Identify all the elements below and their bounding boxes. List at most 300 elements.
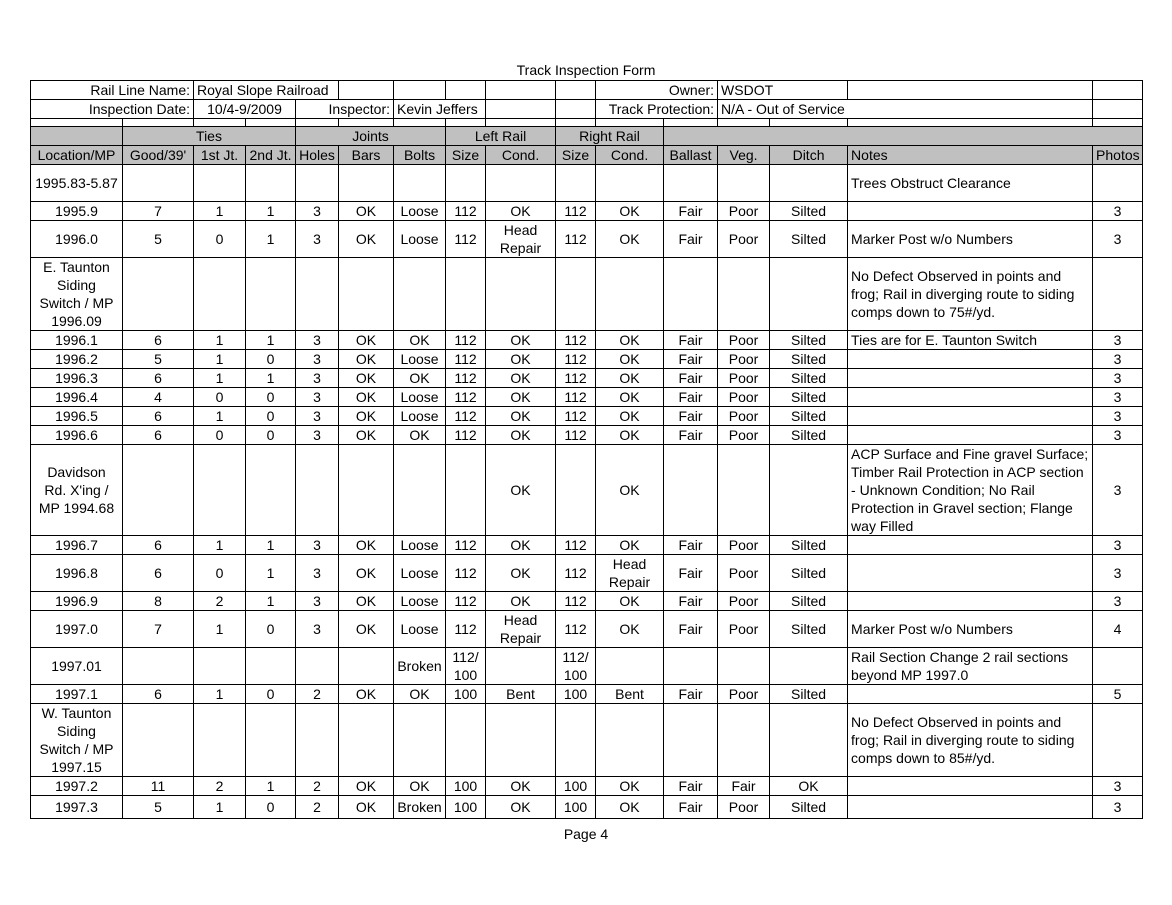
cell-left-size: 100	[446, 777, 486, 796]
cell-photos: 3	[1093, 796, 1143, 819]
cell-holes: 2	[296, 777, 339, 796]
cell-ballast: Fair	[664, 369, 718, 388]
cell-ballast	[664, 648, 718, 685]
col-header-ballast: Ballast	[664, 146, 718, 165]
cell-ballast	[664, 165, 718, 202]
empty-header	[664, 127, 1143, 146]
cell-left-size: 112	[446, 202, 486, 221]
cell-good-ties	[123, 704, 194, 777]
cell-left-cond	[486, 258, 556, 331]
cell-vegetation: Poor	[718, 426, 770, 445]
col-header-location: Location/MP	[31, 146, 123, 165]
cell-notes	[848, 388, 1093, 407]
table-row	[31, 704, 1143, 777]
cell-ditch	[770, 258, 848, 331]
column-header-row	[31, 146, 1143, 165]
cell-second-joint-ties: 1	[246, 221, 296, 258]
cell-ballast: Fair	[664, 202, 718, 221]
cell-right-cond: OK	[596, 369, 664, 388]
cell-right-cond: OK	[596, 611, 664, 648]
cell-vegetation: Poor	[718, 685, 770, 704]
cell-vegetation: Poor	[718, 407, 770, 426]
cell-ballast: Fair	[664, 777, 718, 796]
cell-right-cond: Bent	[596, 685, 664, 704]
cell-vegetation	[718, 445, 770, 536]
cell-bolts	[394, 258, 446, 331]
cell-first-joint-ties: 1	[194, 796, 246, 819]
table-row	[31, 777, 1143, 796]
cell-location: 1996.5	[31, 407, 123, 426]
cell-bars: OK	[339, 426, 394, 445]
empty-cell	[556, 81, 596, 100]
group-header-row	[31, 127, 1143, 146]
cell-good-ties: 6	[123, 407, 194, 426]
cell-good-ties	[123, 648, 194, 685]
cell-left-size: 112	[446, 350, 486, 369]
cell-location: 1995.9	[31, 202, 123, 221]
table-row	[31, 445, 1143, 536]
table-row	[31, 388, 1143, 407]
col-header-first-joint-ties: 1st Jt.	[194, 146, 246, 165]
empty-header	[31, 127, 123, 146]
cell-good-ties: 7	[123, 202, 194, 221]
cell-location: 1997.2	[31, 777, 123, 796]
cell-right-cond: OK	[596, 202, 664, 221]
cell-left-size: 112	[446, 592, 486, 611]
cell-left-cond	[486, 648, 556, 685]
cell-location: 1996.4	[31, 388, 123, 407]
cell-first-joint-ties	[194, 258, 246, 331]
cell-holes: 3	[296, 592, 339, 611]
cell-right-cond: Head Repair	[596, 555, 664, 592]
cell-ballast: Fair	[664, 407, 718, 426]
cell-ditch: Silted	[770, 611, 848, 648]
cell-holes: 3	[296, 331, 339, 350]
cell-ballast	[664, 704, 718, 777]
cell-holes: 3	[296, 536, 339, 555]
cell-bars: OK	[339, 555, 394, 592]
cell-good-ties	[123, 258, 194, 331]
empty-cell	[1093, 81, 1143, 100]
table-row	[31, 796, 1143, 819]
cell-ditch: Silted	[770, 202, 848, 221]
cell-location: 1995.83-5.87	[31, 165, 123, 202]
cell-holes: 3	[296, 202, 339, 221]
owner-value: WSDOT	[718, 81, 848, 100]
cell-right-size: 112	[556, 350, 596, 369]
col-header-photos: Photos	[1093, 146, 1143, 165]
cell-left-size	[446, 165, 486, 202]
cell-first-joint-ties: 2	[194, 592, 246, 611]
table-row	[31, 369, 1143, 388]
cell-bolts: Loose	[394, 592, 446, 611]
page-number: Page 4	[563, 826, 609, 842]
cell-first-joint-ties: 1	[194, 611, 246, 648]
cell-right-cond: OK	[596, 445, 664, 536]
cell-bars: OK	[339, 221, 394, 258]
cell-holes: 3	[296, 426, 339, 445]
cell-right-size: 112	[556, 331, 596, 350]
inspection-table	[30, 80, 1143, 819]
cell-bolts: Loose	[394, 555, 446, 592]
cell-vegetation: Poor	[718, 611, 770, 648]
cell-photos: 3	[1093, 536, 1143, 555]
table-row	[31, 221, 1143, 258]
cell-left-cond: Head Repair	[486, 611, 556, 648]
cell-right-cond: OK	[596, 592, 664, 611]
cell-bars	[339, 445, 394, 536]
cell-first-joint-ties: 0	[194, 555, 246, 592]
cell-ballast	[664, 258, 718, 331]
cell-location: 1997.1	[31, 685, 123, 704]
cell-second-joint-ties: 1	[246, 202, 296, 221]
cell-first-joint-ties: 0	[194, 388, 246, 407]
cell-second-joint-ties: 1	[246, 369, 296, 388]
table-row	[31, 555, 1143, 592]
cell-location: W. Taunton Siding Switch / MP 1997.15	[31, 704, 123, 777]
rail-line-label: Rail Line Name:	[31, 81, 194, 100]
cell-bars	[339, 165, 394, 202]
cell-holes: 3	[296, 369, 339, 388]
cell-notes	[848, 426, 1093, 445]
cell-location: 1997.3	[31, 796, 123, 819]
cell-photos	[1093, 704, 1143, 777]
cell-vegetation	[718, 258, 770, 331]
table-row	[31, 536, 1143, 555]
cell-second-joint-ties: 0	[246, 350, 296, 369]
cell-location: 1996.0	[31, 221, 123, 258]
cell-vegetation: Poor	[718, 369, 770, 388]
cell-right-size: 112	[556, 388, 596, 407]
cell-first-joint-ties: 1	[194, 202, 246, 221]
cell-holes: 3	[296, 555, 339, 592]
cell-photos: 3	[1093, 555, 1143, 592]
cell-vegetation: Poor	[718, 331, 770, 350]
track-protection-label: Track Protection:	[596, 100, 718, 119]
cell-bolts: OK	[394, 369, 446, 388]
cell-left-size: 112/ 100	[446, 648, 486, 685]
cell-second-joint-ties	[246, 648, 296, 685]
cell-second-joint-ties	[246, 445, 296, 536]
cell-good-ties: 4	[123, 388, 194, 407]
cell-ditch: Silted	[770, 331, 848, 350]
cell-bolts: Loose	[394, 536, 446, 555]
cell-notes	[848, 777, 1093, 796]
cell-right-size: 112/ 100	[556, 648, 596, 685]
cell-photos: 3	[1093, 369, 1143, 388]
col-header-left-cond: Cond.	[486, 146, 556, 165]
cell-right-size: 112	[556, 555, 596, 592]
col-header-vegetation: Veg.	[718, 146, 770, 165]
cell-photos: 3	[1093, 350, 1143, 369]
cell-notes: Marker Post w/o Numbers	[848, 611, 1093, 648]
empty-cell	[486, 100, 556, 119]
cell-ditch: Silted	[770, 221, 848, 258]
cell-first-joint-ties: 2	[194, 777, 246, 796]
cell-bars: OK	[339, 202, 394, 221]
cell-notes: No Defect Observed in points and frog; Rail in diverging route to siding comps down to 75#/yd.	[848, 258, 1093, 331]
table-row	[31, 407, 1143, 426]
cell-bolts: OK	[394, 777, 446, 796]
cell-second-joint-ties: 1	[246, 331, 296, 350]
cell-ditch: Silted	[770, 350, 848, 369]
cell-left-cond	[486, 704, 556, 777]
cell-right-cond	[596, 704, 664, 777]
cell-ballast: Fair	[664, 388, 718, 407]
cell-second-joint-ties: 0	[246, 685, 296, 704]
cell-first-joint-ties: 1	[194, 369, 246, 388]
cell-left-size: 112	[446, 407, 486, 426]
inspection-date-value: 10/4-9/2009	[194, 100, 296, 119]
cell-right-cond	[596, 648, 664, 685]
cell-right-cond: OK	[596, 777, 664, 796]
cell-second-joint-ties: 0	[246, 426, 296, 445]
cell-second-joint-ties	[246, 258, 296, 331]
cell-notes	[848, 350, 1093, 369]
cell-left-cond: OK	[486, 331, 556, 350]
cell-photos: 4	[1093, 611, 1143, 648]
cell-good-ties: 8	[123, 592, 194, 611]
owner-label: Owner:	[596, 81, 718, 100]
empty-cell	[486, 81, 556, 100]
group-left-rail: Left Rail	[446, 127, 556, 146]
cell-bolts: Loose	[394, 388, 446, 407]
cell-good-ties: 5	[123, 796, 194, 819]
spacer-row	[31, 119, 1143, 127]
table-row	[31, 350, 1143, 369]
cell-right-cond: OK	[596, 796, 664, 819]
cell-notes: No Defect Observed in points and frog; Rail in diverging route to siding comps down to 85#/yd.	[848, 704, 1093, 777]
cell-location: 1996.2	[31, 350, 123, 369]
inspector-label: Inspector:	[296, 100, 394, 119]
cell-bars: OK	[339, 407, 394, 426]
cell-first-joint-ties: 1	[194, 536, 246, 555]
cell-ditch: Silted	[770, 796, 848, 819]
cell-right-cond: OK	[596, 388, 664, 407]
info-row-1	[31, 81, 1143, 100]
col-header-right-cond: Cond.	[596, 146, 664, 165]
cell-left-size: 112	[446, 388, 486, 407]
cell-good-ties: 6	[123, 555, 194, 592]
info-row-2	[31, 100, 1143, 119]
cell-left-cond: OK	[486, 350, 556, 369]
col-header-bars: Bars	[339, 146, 394, 165]
col-header-bolts: Bolts	[394, 146, 446, 165]
cell-ditch: Silted	[770, 536, 848, 555]
cell-holes: 3	[296, 407, 339, 426]
cell-left-size: 100	[446, 796, 486, 819]
cell-notes: Marker Post w/o Numbers	[848, 221, 1093, 258]
cell-ditch	[770, 704, 848, 777]
cell-left-size: 112	[446, 611, 486, 648]
cell-bars: OK	[339, 369, 394, 388]
cell-left-size: 100	[446, 685, 486, 704]
cell-good-ties: 7	[123, 611, 194, 648]
cell-ballast: Fair	[664, 592, 718, 611]
cell-left-size	[446, 704, 486, 777]
cell-bolts	[394, 165, 446, 202]
cell-good-ties: 5	[123, 350, 194, 369]
cell-bolts: Loose	[394, 202, 446, 221]
cell-second-joint-ties	[246, 165, 296, 202]
cell-second-joint-ties: 1	[246, 555, 296, 592]
col-header-second-joint-ties: 2nd Jt.	[246, 146, 296, 165]
cell-photos: 3	[1093, 331, 1143, 350]
cell-left-size: 112	[446, 536, 486, 555]
cell-right-cond: OK	[596, 426, 664, 445]
cell-holes: 3	[296, 388, 339, 407]
cell-left-cond: OK	[486, 536, 556, 555]
cell-good-ties: 6	[123, 369, 194, 388]
cell-holes: 3	[296, 221, 339, 258]
cell-notes: Rail Section Change 2 rail sections beyond MP 1997.0	[848, 648, 1093, 685]
empty-cell	[446, 81, 486, 100]
cell-left-cond	[486, 165, 556, 202]
cell-good-ties: 6	[123, 426, 194, 445]
cell-left-cond: Head Repair	[486, 221, 556, 258]
cell-notes	[848, 592, 1093, 611]
cell-bars: OK	[339, 796, 394, 819]
cell-good-ties	[123, 165, 194, 202]
cell-right-size: 100	[556, 796, 596, 819]
col-header-right-size: Size	[556, 146, 596, 165]
cell-ditch: Silted	[770, 426, 848, 445]
cell-notes	[848, 407, 1093, 426]
cell-left-cond: OK	[486, 777, 556, 796]
cell-second-joint-ties: 0	[246, 388, 296, 407]
cell-location: 1996.3	[31, 369, 123, 388]
empty-cell	[339, 81, 394, 100]
cell-good-ties: 6	[123, 685, 194, 704]
cell-holes	[296, 445, 339, 536]
cell-ditch: Silted	[770, 369, 848, 388]
cell-right-cond	[596, 258, 664, 331]
cell-left-cond: OK	[486, 369, 556, 388]
cell-right-cond: OK	[596, 331, 664, 350]
cell-bars: OK	[339, 536, 394, 555]
cell-left-cond: OK	[486, 592, 556, 611]
cell-left-size: 112	[446, 331, 486, 350]
cell-bars	[339, 704, 394, 777]
cell-holes	[296, 258, 339, 331]
cell-bars: OK	[339, 592, 394, 611]
cell-vegetation: Poor	[718, 221, 770, 258]
cell-second-joint-ties: 0	[246, 796, 296, 819]
cell-location: 1997.0	[31, 611, 123, 648]
cell-photos: 3	[1093, 407, 1143, 426]
cell-right-size: 112	[556, 369, 596, 388]
empty-cell	[848, 81, 1093, 100]
cell-ditch: Silted	[770, 407, 848, 426]
cell-second-joint-ties: 1	[246, 592, 296, 611]
cell-bars	[339, 258, 394, 331]
empty-cell	[394, 81, 446, 100]
cell-bolts: Broken	[394, 796, 446, 819]
cell-photos: 5	[1093, 685, 1143, 704]
cell-holes	[296, 704, 339, 777]
cell-notes	[848, 536, 1093, 555]
cell-bolts	[394, 445, 446, 536]
cell-photos: 3	[1093, 426, 1143, 445]
cell-vegetation: Poor	[718, 388, 770, 407]
cell-right-cond: OK	[596, 221, 664, 258]
cell-notes: ACP Surface and Fine gravel Surface; Timber Rail Protection in ACP section - Unknown Condition; No Rail Protection in Gravel section; Flange way Filled	[848, 445, 1093, 536]
table-row	[31, 258, 1143, 331]
cell-photos: 3	[1093, 221, 1143, 258]
inspection-date-label: Inspection Date:	[31, 100, 194, 119]
cell-left-cond: OK	[486, 445, 556, 536]
cell-photos: 3	[1093, 202, 1143, 221]
cell-ditch: Silted	[770, 388, 848, 407]
group-joints: Joints	[296, 127, 446, 146]
cell-notes: Ties are for E. Taunton Switch	[848, 331, 1093, 350]
cell-bolts: Loose	[394, 611, 446, 648]
cell-holes: 2	[296, 685, 339, 704]
cell-vegetation: Fair	[718, 777, 770, 796]
cell-right-size: 112	[556, 426, 596, 445]
cell-bolts: OK	[394, 685, 446, 704]
cell-holes: 3	[296, 611, 339, 648]
rail-line-value: Royal Slope Railroad	[194, 81, 339, 100]
cell-left-size: 112	[446, 369, 486, 388]
cell-first-joint-ties	[194, 165, 246, 202]
cell-ditch	[770, 648, 848, 685]
cell-location: 1996.1	[31, 331, 123, 350]
cell-bolts: Broken	[394, 648, 446, 685]
cell-right-size	[556, 704, 596, 777]
table-row	[31, 331, 1143, 350]
cell-second-joint-ties: 1	[246, 536, 296, 555]
cell-notes	[848, 796, 1093, 819]
cell-left-cond: OK	[486, 202, 556, 221]
cell-vegetation: Poor	[718, 592, 770, 611]
cell-bolts	[394, 704, 446, 777]
cell-vegetation	[718, 704, 770, 777]
cell-first-joint-ties: 0	[194, 221, 246, 258]
table-row	[31, 685, 1143, 704]
cell-first-joint-ties: 0	[194, 426, 246, 445]
cell-left-size: 112	[446, 221, 486, 258]
cell-holes	[296, 165, 339, 202]
cell-second-joint-ties	[246, 704, 296, 777]
cell-ballast: Fair	[664, 350, 718, 369]
cell-bars: OK	[339, 685, 394, 704]
cell-notes	[848, 202, 1093, 221]
cell-ballast	[664, 445, 718, 536]
cell-right-size	[556, 165, 596, 202]
cell-first-joint-ties: 1	[194, 685, 246, 704]
cell-good-ties: 6	[123, 331, 194, 350]
cell-good-ties: 11	[123, 777, 194, 796]
form-title: Track Inspection Form	[516, 62, 656, 78]
cell-bolts: Loose	[394, 407, 446, 426]
empty-cell	[1093, 100, 1143, 119]
cell-location: E. Taunton Siding Switch / MP 1996.09	[31, 258, 123, 331]
cell-bars: OK	[339, 611, 394, 648]
col-header-left-size: Size	[446, 146, 486, 165]
cell-first-joint-ties	[194, 648, 246, 685]
cell-bolts: Loose	[394, 350, 446, 369]
cell-holes	[296, 648, 339, 685]
cell-holes: 2	[296, 796, 339, 819]
cell-vegetation: Poor	[718, 796, 770, 819]
cell-first-joint-ties	[194, 445, 246, 536]
cell-left-cond: OK	[486, 407, 556, 426]
cell-photos: 3	[1093, 777, 1143, 796]
col-header-notes: Notes	[848, 146, 1093, 165]
cell-location: 1996.9	[31, 592, 123, 611]
cell-left-size	[446, 445, 486, 536]
